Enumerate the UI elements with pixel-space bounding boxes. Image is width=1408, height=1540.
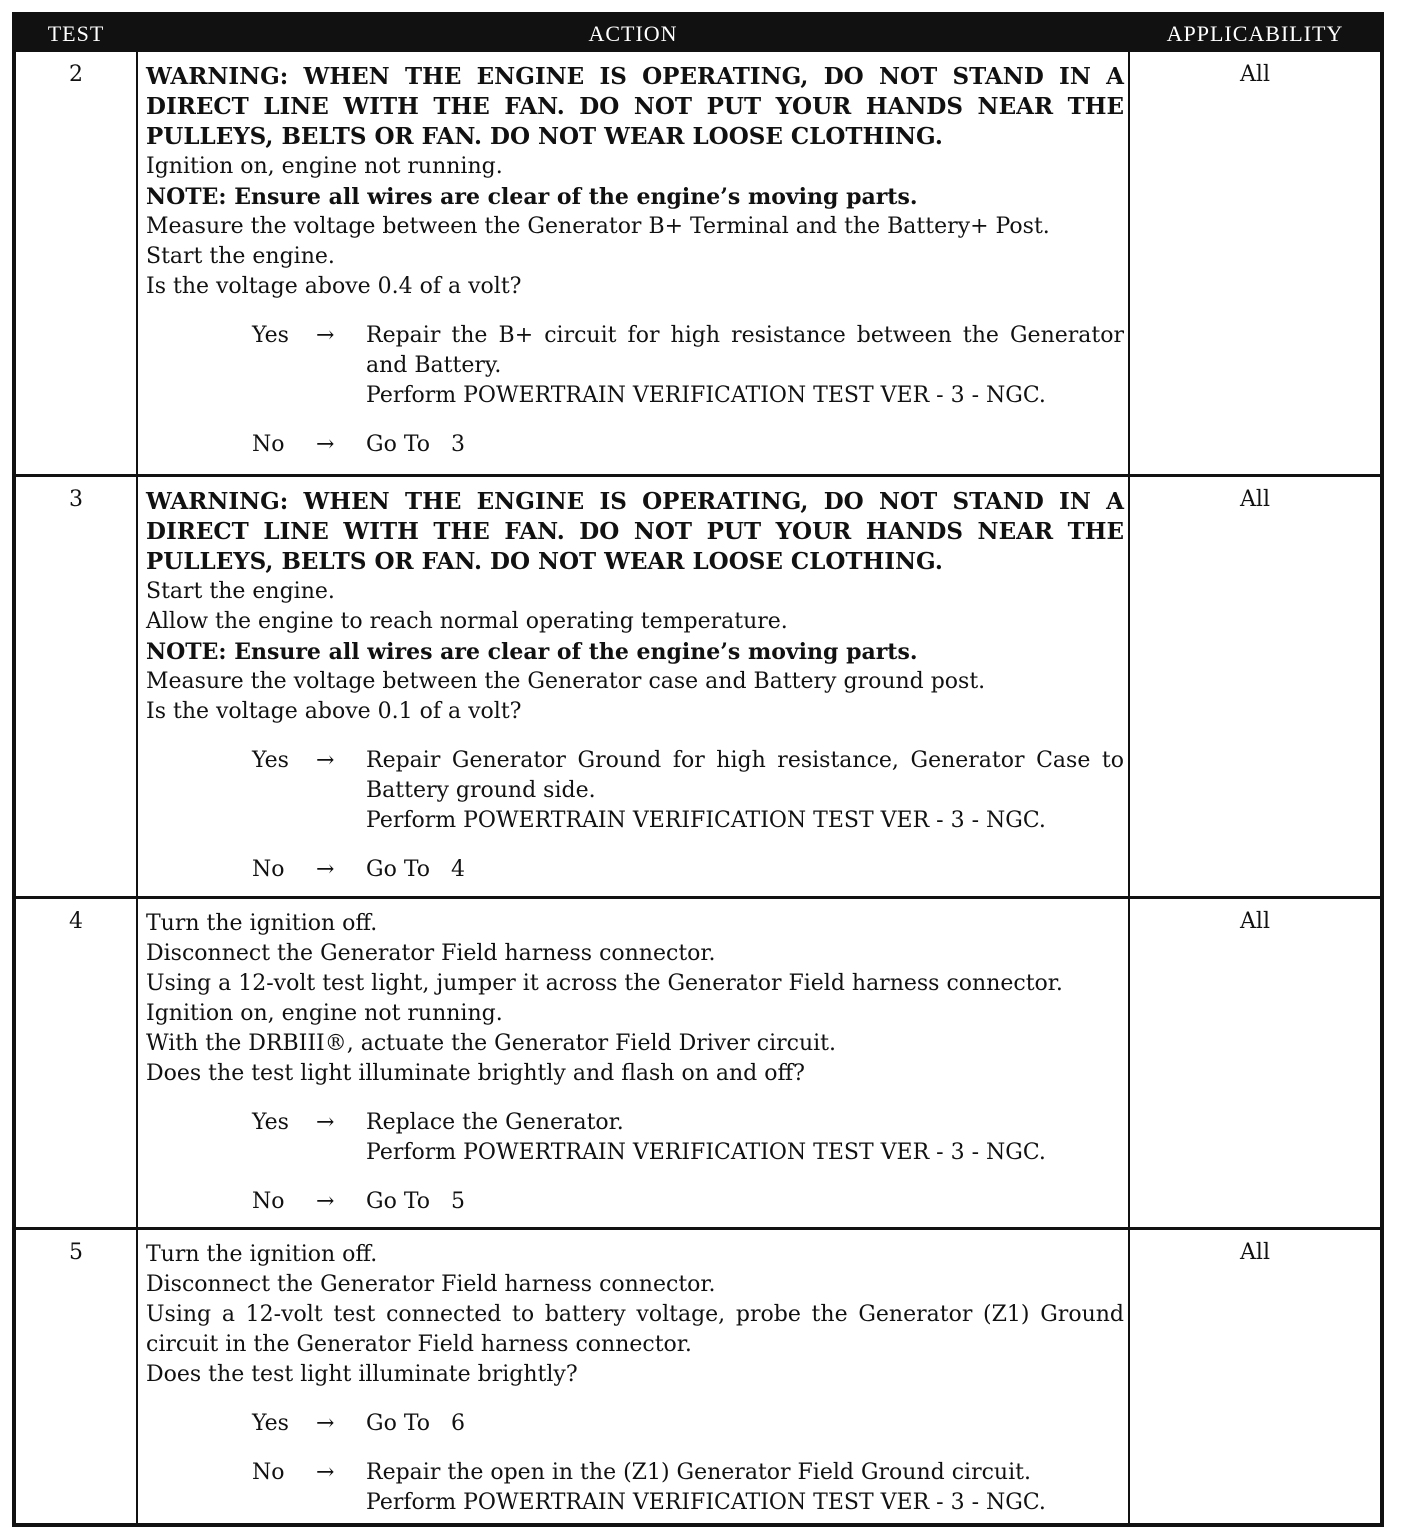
note-text: NOTE: Ensure all wires are clear of the engine’s moving parts. (146, 639, 918, 665)
action-cell (146, 909, 1124, 1217)
yes-result: Perform POWERTRAIN VERIFICATION TEST VER - 3 - NGC. (366, 1140, 1046, 1165)
yes-result: Repair the B+ circuit for high resistance between the Generator and Battery. (366, 323, 1124, 378)
action-line: Using a 12-volt test light, jumper it across the Generator Field harness connector. (146, 971, 1063, 996)
table-row-test-3 (16, 474, 1380, 896)
test-number: 3 (69, 487, 83, 512)
diagnostic-table (12, 12, 1384, 1527)
yes-branch (146, 1108, 1124, 1168)
yes-label: Yes (252, 1411, 289, 1436)
yes-result: Replace the Generator. (366, 1110, 624, 1135)
table-row-test-4 (16, 896, 1380, 1227)
no-label: No (252, 1460, 285, 1485)
yes-result: Perform POWERTRAIN VERIFICATION TEST VER - 3 - NGC. (366, 808, 1046, 833)
question-text: Is the voltage above 0.4 of a volt? (146, 274, 522, 299)
action-line: Turn the ignition off. (146, 911, 378, 936)
no-branch (146, 1187, 1124, 1217)
action-line: With the DRBIII®, actuate the Generator Field Driver circuit. (146, 1031, 836, 1056)
action-line: Measure the voltage between the Generator B+ Terminal and the Battery+ Post. (146, 214, 1050, 239)
warning-text: WARNING: WHEN THE ENGINE IS OPERATING, DO NOT STAND IN A DIRECT LINE WITH THE FAN. DO NOT PUT YOUR HANDS NEAR THE PULLEYS, BELTS OR FAN. DO NOT WEAR LOOSE CLOTHING. (146, 63, 1124, 150)
no-result: Go To 5 (366, 1189, 465, 1214)
table-row-test-5 (16, 1227, 1380, 1527)
no-label: No (252, 432, 285, 457)
test-number: 4 (69, 909, 83, 934)
note-text: NOTE: Ensure all wires are clear of the engine’s moving parts. (146, 184, 918, 210)
no-branch (146, 855, 1124, 885)
no-result: Perform POWERTRAIN VERIFICATION TEST VER - 3 - NGC. (366, 1490, 1046, 1515)
action-line: Turn the ignition off. (146, 1242, 378, 1267)
action-line: Measure the voltage between the Generator case and Battery ground post. (146, 669, 986, 694)
table-row-test-2 (16, 52, 1380, 474)
applicability-value: All (1240, 62, 1270, 87)
yes-branch (146, 321, 1124, 411)
question-text: Is the voltage above 0.1 of a volt? (146, 699, 522, 724)
arrow-icon: → (316, 748, 335, 773)
action-line: Disconnect the Generator Field harness connector. (146, 1272, 716, 1297)
action-cell (146, 62, 1124, 460)
yes-result: Perform POWERTRAIN VERIFICATION TEST VER - 3 - NGC. (366, 383, 1046, 408)
question-text: Does the test light illuminate brightly? (146, 1362, 578, 1387)
no-branch (146, 430, 1124, 460)
arrow-icon: → (316, 1189, 335, 1214)
applicability-value: All (1240, 909, 1270, 934)
yes-result: Go To 6 (366, 1411, 465, 1436)
yes-label: Yes (252, 748, 289, 773)
arrow-icon: → (316, 1411, 335, 1436)
test-number: 2 (69, 62, 83, 87)
yes-branch (146, 746, 1124, 836)
warning-text: WARNING: WHEN THE ENGINE IS OPERATING, DO NOT STAND IN A DIRECT LINE WITH THE FAN. DO NOT PUT YOUR HANDS NEAR THE PULLEYS, BELTS OR FAN. DO NOT WEAR LOOSE CLOTHING. (146, 488, 1124, 575)
arrow-icon: → (316, 432, 335, 457)
action-line: Ignition on, engine not running. (146, 1001, 503, 1026)
arrow-icon: → (316, 1460, 335, 1485)
header-test: TEST (47, 21, 105, 46)
yes-label: Yes (252, 1110, 289, 1135)
yes-branch (146, 1409, 1124, 1439)
applicability-value: All (1240, 487, 1270, 512)
action-line: Allow the engine to reach normal operating temperature. (146, 609, 788, 634)
table-header (16, 16, 1380, 52)
arrow-icon: → (316, 1110, 335, 1135)
action-line: Start the engine. (146, 244, 335, 269)
action-line: Using a 12-volt test connected to battery voltage, probe the Generator (Z1) Ground circuit in the Generator Field harness connector. (146, 1302, 1124, 1357)
no-result: Go To 3 (366, 432, 465, 457)
no-label: No (252, 857, 285, 882)
action-line: Ignition on, engine not running. (146, 154, 503, 179)
action-cell (146, 487, 1124, 885)
applicability-value: All (1240, 1240, 1270, 1265)
test-number: 5 (69, 1240, 83, 1265)
arrow-icon: → (316, 857, 335, 882)
no-label: No (252, 1189, 285, 1214)
arrow-icon: → (316, 323, 335, 348)
yes-result: Repair Generator Ground for high resistance, Generator Case to Battery ground side. (366, 748, 1124, 803)
yes-label: Yes (252, 323, 289, 348)
no-branch (146, 1458, 1124, 1518)
action-line: Start the engine. (146, 579, 335, 604)
action-line: Disconnect the Generator Field harness connector. (146, 941, 716, 966)
no-result: Go To 4 (366, 857, 465, 882)
question-text: Does the test light illuminate brightly and flash on and off? (146, 1061, 805, 1086)
action-cell (146, 1240, 1124, 1518)
no-result: Repair the open in the (Z1) Generator Field Ground circuit. (366, 1460, 1031, 1485)
header-applicability: APPLICABILITY (1166, 21, 1344, 46)
header-action: ACTION (588, 21, 678, 46)
